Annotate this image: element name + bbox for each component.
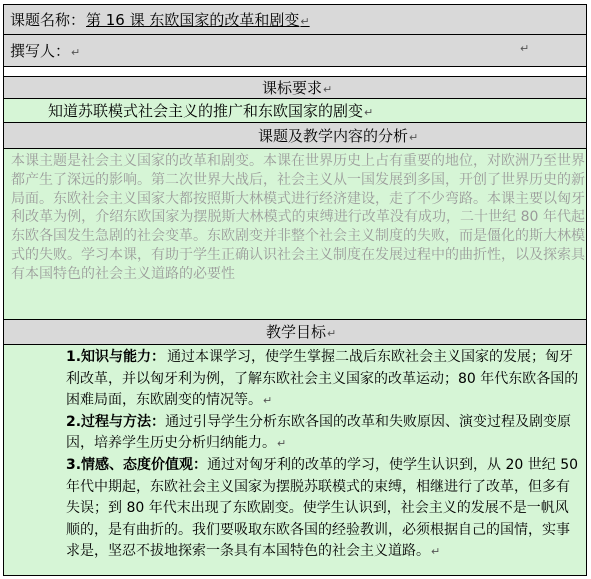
goal-label: 3.情感、态度价值观： — [66, 456, 208, 473]
paragraph-mark: ↵ — [364, 106, 374, 119]
paragraph-mark: ↵ — [277, 437, 287, 451]
goal-label: 2.过程与方法： — [66, 413, 166, 430]
analysis-row — [3, 149, 587, 320]
paragraph-mark: ↵ — [431, 545, 441, 559]
requirements-text — [48, 102, 373, 122]
title-label: 课题名称： — [10, 11, 86, 29]
goals-list — [66, 347, 582, 563]
analysis-text: 本课主题是社会主义国家的改革和剧变。本课在世界历史上占有重要的地位，对欧洲乃至世界都产生了深远的影响。第二次世界大战后，社会主义从一国发展到多国，开创了世界历史的新局面。东欧社会主义国家大都按照斯大林模式进行经济建设，走了不少弯路。本课主要以匈牙利改革为例，介绍东欧国家为摆脱斯大林模式的束缚进行改革没有成功，二十世纪 80 年代起东欧各国发生急剧的社会变革。东欧剧变并非整个社会主义制度的失败，而是僵化的斯大林模式的失败。学习本课，有助于学生正确认识社会主义制度在发展过程中的曲折性，以及探索具有本国特色的社会主义道路的必要性 — [11, 153, 585, 282]
paragraph-mark: ↵ — [263, 394, 273, 408]
paragraph-mark: ↵ — [300, 15, 310, 28]
goal-item-process — [66, 412, 582, 455]
analysis-heading-text: 课题及教学内容的分析 — [258, 127, 409, 145]
paragraph-mark: ↵ — [71, 46, 81, 59]
lesson-title-text: 第 16 课 东欧国家的改革和剧变 — [86, 11, 300, 29]
blank-row — [3, 67, 587, 77]
goal-text: 通过引导学生分析东欧各国的改革和失败原因、演变过程及剧变原因，培养学生历史分析归纳能力。 — [66, 413, 572, 452]
goal-label: 1.知识与能力： — [66, 349, 166, 365]
writer-label — [10, 42, 80, 62]
lesson-title — [86, 11, 310, 31]
goals-heading-row — [3, 320, 587, 345]
requirements-heading — [262, 79, 332, 99]
requirements-heading-text: 课标要求 — [262, 79, 323, 97]
goal-text: 通过对匈牙利的改革的学习，使学生认识到，从 20 世纪 50 年代中期起，东欧社会主义国家为摆脱苏联模式的束缚，相继进行了改革，但多有失误；到 80 年代末出现了东欧剧变。使学生认识到，社会主义的发展不是一帆风顺的，是有曲折的。我们要吸取东欧各国的经验教训，必须根据自己的国情，实事求是，坚忍不拔地探索一条具有本国特色的社会主义道路。 — [66, 456, 579, 560]
goals-heading-text: 教学目标 — [266, 323, 327, 341]
goal-text: 通过本课学习，使学生掌握二战后东欧社会主义国家的发展；匈牙利改革，并以匈牙利为例，了解东欧社会主义国家的改革运动；80 年代东欧各国的困难局面，东欧剧变的情况等。 — [66, 349, 579, 409]
paragraph-mark: ↵ — [520, 42, 530, 55]
paragraph-mark: ↵ — [323, 83, 333, 96]
writer-label-text: 撰写人： — [10, 42, 71, 60]
goal-item-knowledge — [66, 347, 582, 412]
analysis-heading-row — [3, 123, 587, 149]
writer-row — [3, 35, 587, 67]
goals-row — [3, 345, 587, 576]
goal-item-attitude — [66, 455, 582, 563]
analysis-heading — [258, 127, 418, 147]
paragraph-mark: ↵ — [327, 327, 337, 340]
requirements-heading-row — [3, 77, 587, 99]
requirements-text-content: 知道苏联模式社会主义的推广和东欧国家的剧变 — [48, 102, 364, 120]
goals-heading — [266, 323, 336, 343]
title-row — [3, 4, 587, 35]
requirements-row — [3, 99, 587, 123]
paragraph-mark: ↵ — [409, 131, 419, 144]
